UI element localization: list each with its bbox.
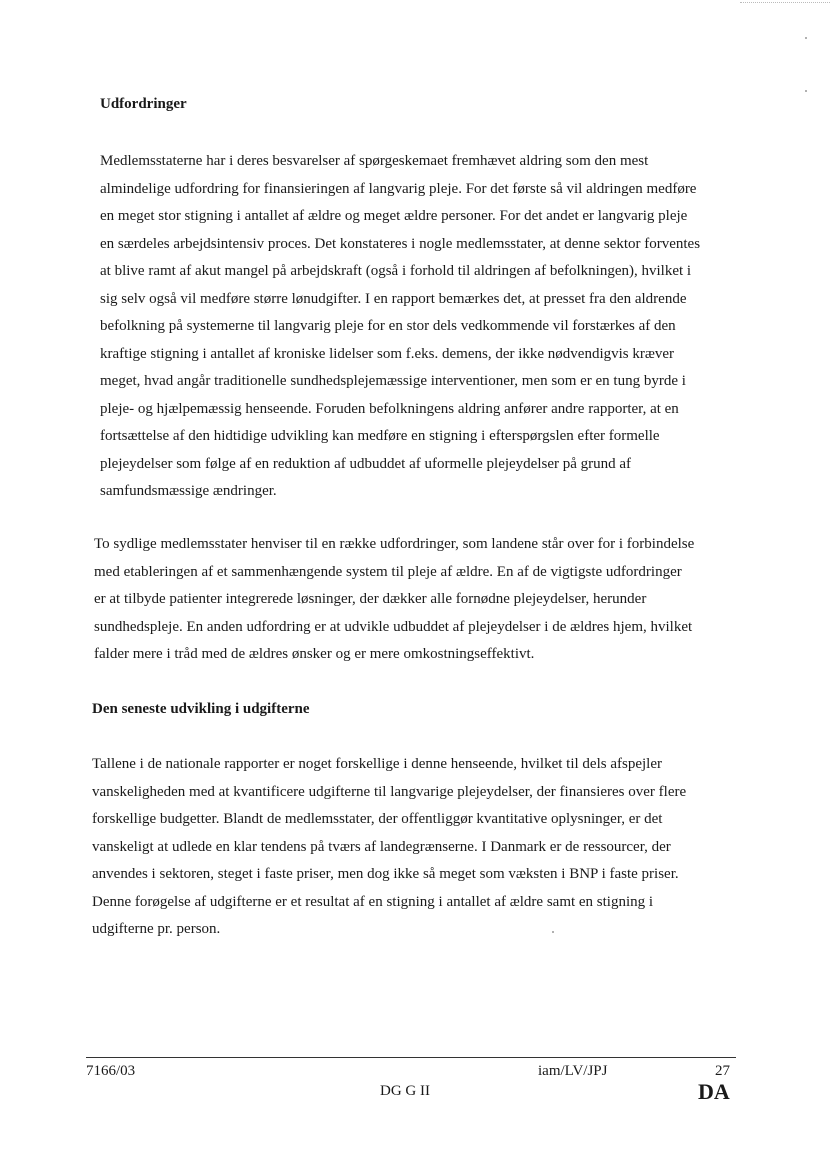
text-line: sig selv også vil medføre større lønudgifter. I en rapport bemærkes det, at presset fra den aldrende (100, 290, 687, 307)
page-number: 27 (715, 1063, 730, 1079)
text-line: Denne forøgelse af udgifterne er et resultat af en stigning i antallet af ældre samt en stigning i (92, 893, 654, 910)
text-line: sundhedspleje. En anden udfordring er at udvikle udbuddet af plejeydelser i de ældres hjem, hvilket (94, 618, 693, 635)
text-line: er at tilbyde patienter integrerede løsninger, der dækker alle fornødne plejeydelser, herunder (94, 591, 647, 607)
text-line: udgifterne pr. person. (92, 921, 221, 937)
text-line: Tallene i de nationale rapporter er noget forskellige i denne henseende, hvilket til dels afspejler (92, 756, 662, 772)
text-line: pleje- og hjælpemæssig henseende. Foruden befolkningens aldring anfører andre rapporter, at en (100, 400, 679, 417)
text-line: samfundsmæssige ændringer. (100, 483, 277, 499)
section-heading-challenges: Udfordringer (100, 96, 187, 112)
scan-artifact (740, 2, 830, 3)
text-line: anvendes i sektoren, steget i faste priser, men dog ikke så meget som væksten i BNP i faste priser. (92, 866, 679, 882)
paragraph-challenges-1 (100, 148, 700, 506)
text-line: fortsættelse af den hidtidige udvikling kan medføre en stigning i efterspørgslen efter formelle (100, 428, 660, 444)
text-line: Medlemsstaterne har i deres besvarelser af spørgeskemaet fremhævet aldring som den mest (100, 153, 649, 169)
paragraph-expenditure-1 (92, 751, 686, 944)
document-number: 7166/03 (86, 1063, 136, 1079)
text-line: To sydlige medlemsstater henviser til en række udfordringer, som landene står over for i forbindelse (94, 536, 695, 552)
text-line: meget, hvad angår traditionelle sundhedsplejemæssige interventioner, men som er en tung byrde i (100, 373, 686, 389)
scan-speck (805, 90, 807, 92)
directorate-code: DG G II (380, 1083, 430, 1099)
text-line: med etableringen af et sammenhængende system til pleje af ældre. En af de vigtigste udfordringer (94, 563, 682, 580)
text-line: plejeydelser som følge af en reduktion af udbuddet af uformelle plejeydelser på grund af (100, 455, 632, 472)
text-line: vanskeligheden med at kvantificere udgifterne til langvarige plejeydelser, der finansieres over flere (92, 783, 687, 800)
language-code: DA (698, 1079, 730, 1104)
section-heading-expenditure: Den seneste udvikling i udgifterne (92, 701, 310, 717)
paragraph-challenges-2 (94, 531, 694, 669)
text-line: forskellige budgetter. Blandt de medlemsstater, der offentliggør kvantitative oplysninger, er det (92, 811, 663, 827)
author-initials: iam/LV/JPJ (538, 1063, 608, 1079)
text-line: en særdeles arbejdsintensiv proces. Det konstateres i nogle medlemsstater, at denne sektor forventes (100, 235, 701, 252)
text-line: en meget stor stigning i antallet af ældre og meget ældre personer. For det andet er langvarig pleje (100, 208, 688, 224)
footer-divider (86, 1057, 736, 1058)
text-line: vanskeligt at udlede en klar tendens på tværs af landegrænserne. I Danmark er de ressourcer, der (92, 838, 671, 855)
text-line: befolkning på systemerne til langvarig pleje for en stor dels vedkommende vil forstærkes af den (100, 318, 676, 334)
text-line: almindelige udfordring for finansieringen af langvarig pleje. For det første så vil aldringen medføre (100, 180, 697, 197)
text-line: kraftige stigning i antallet af kroniske lidelser som f.eks. demens, der ikke nødvendigvis kræver (100, 345, 675, 362)
text-line: at blive ramt af akut mangel på arbejdskraft (også i forhold til aldringen af befolkningen), hvilket i (100, 263, 692, 279)
scan-speck (805, 37, 807, 39)
text-line: falder mere i tråd med de ældres ønsker og er mere omkostningseffektivt. (94, 646, 535, 662)
